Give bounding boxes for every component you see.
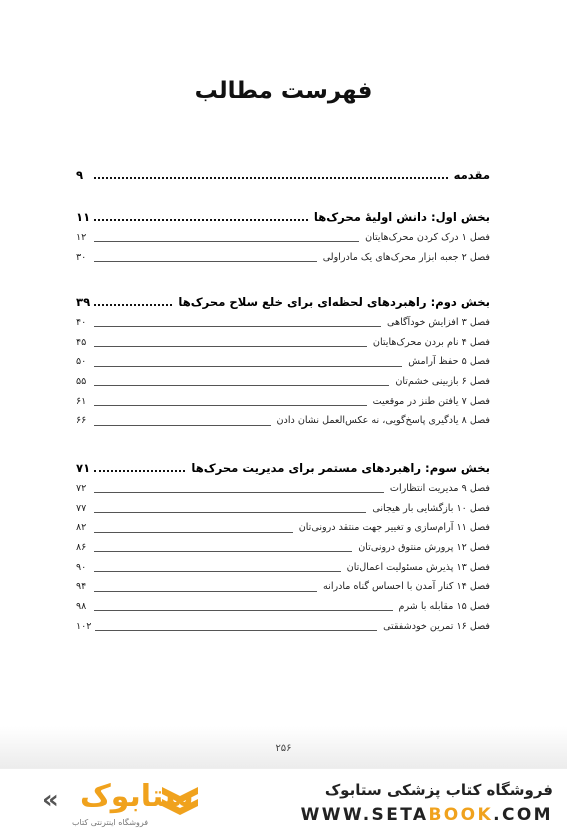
toc-section-1 — [76, 206, 490, 267]
toc-chapter-row — [76, 372, 490, 392]
url-suffix: .COM — [493, 805, 553, 825]
toc-chapter-row — [76, 577, 490, 597]
toc-chapter-row — [76, 617, 490, 637]
toc-section-heading — [76, 457, 490, 479]
toc-section-2 — [76, 291, 490, 431]
toc-chapter-row — [76, 597, 490, 617]
url-accent: BOOK — [428, 805, 494, 825]
toc-chapter-page: ۱۲ — [76, 232, 87, 243]
toc-chapter-row — [76, 313, 490, 333]
toc-chapter-row — [76, 228, 490, 248]
leader-line — [94, 551, 352, 552]
toc-chapter-row — [76, 499, 490, 519]
logo-wordmark: ستابوک — [80, 779, 194, 814]
toc-chapter-label: فصل ۸ یادگیری پاسخ‌گویی، نه عکس‌العمل نشان دادن — [276, 415, 490, 427]
leader-line — [95, 630, 377, 631]
toc-entry-intro — [76, 164, 490, 186]
url-prefix: WWW.SETA — [300, 805, 429, 825]
toc-chapter-row — [76, 411, 490, 431]
toc-section-heading — [76, 291, 490, 313]
toc-chapter-label: فصل ۲ جعبه ابزار محرک‌های یک مادراولی — [322, 251, 490, 263]
store-logo[interactable] — [22, 777, 194, 827]
toc-chapter-row — [76, 518, 490, 538]
toc-chapter-page: ۶۱ — [76, 395, 87, 407]
toc-chapter-label: فصل ۴ نام بردن محرک‌هایتان — [372, 336, 490, 348]
toc-chapter-row — [76, 558, 490, 578]
leader-line — [94, 425, 271, 426]
toc-chapter-label: فصل ۱۰ بازگشایی بار هیجانی — [372, 502, 490, 514]
toc-chapter-label: فصل ۱۳ پذیرش مسئولیت اعمال‌تان — [346, 561, 490, 573]
toc-chapter-row — [76, 352, 490, 372]
leader-line — [94, 492, 384, 493]
leader-line — [94, 591, 317, 592]
toc-chapter-page: ۸۶ — [76, 542, 87, 554]
toc-section-page: ۱۱ — [76, 210, 91, 224]
leader-line — [94, 512, 366, 513]
toc-chapter-label: فصل ۷ یافتن طنز در موقعیت — [372, 395, 490, 407]
toc-section-page: ۷۱ — [76, 461, 91, 475]
store-name: فروشگاه کتاب پزشکی ستابوک — [324, 781, 553, 799]
leader-line — [94, 326, 381, 327]
toc-chapter-page: ۶۶ — [76, 415, 87, 427]
leader-line — [94, 610, 393, 611]
store-url[interactable] — [301, 805, 553, 825]
toc-section-label: بخش اول: دانش اولیۀ محرک‌ها — [313, 210, 490, 224]
toc-section-heading — [76, 206, 490, 228]
toc-chapter-page: ۳۰ — [76, 251, 87, 263]
leader-line — [94, 385, 389, 386]
toc-chapter-page: ۷۷ — [76, 502, 87, 514]
store-banner[interactable] — [0, 768, 567, 833]
toc-chapter-label: فصل ۵ حفظ آرامش — [408, 356, 490, 368]
dot-leader — [94, 470, 185, 472]
toc-section-3 — [76, 457, 490, 637]
toc-chapter-label: فصل ۱۵ مقابله با شرم — [398, 601, 490, 613]
dot-leader — [94, 177, 448, 179]
toc-chapter-page: ۸۲ — [76, 522, 87, 534]
leader-line — [94, 261, 317, 262]
toc-chapter-page: ۴۰ — [76, 317, 87, 328]
toc-chapter-label: فصل ۱۲ پرورش منتوق درونی‌تان — [358, 542, 490, 554]
page-title: فهرست مطالب — [194, 78, 373, 104]
dot-leader — [94, 219, 308, 221]
toc-chapter-page: ۹۸ — [76, 601, 87, 613]
toc-chapter-page: ۱۰۲ — [76, 620, 92, 632]
toc-chapter-row — [76, 333, 490, 353]
toc-chapter-page: ۵۰ — [76, 356, 87, 368]
toc-chapter-page: ۴۵ — [76, 336, 87, 348]
toc-chapter-label: فصل ۱ درک کردن محرک‌هایتان — [365, 232, 490, 243]
logo-subtitle: فروشگاه اینترنتی کتاب — [72, 818, 149, 827]
toc-intro — [76, 164, 490, 186]
toc-section-label: بخش دوم: راهبردهای لحظه‌ای برای خلع سلاح محرک‌ها — [178, 295, 490, 309]
leader-line — [94, 571, 341, 572]
toc-chapter-page: ۵۵ — [76, 376, 87, 388]
leader-line — [94, 346, 367, 347]
toc-entry-label: مقدمه — [453, 168, 490, 182]
leader-line — [94, 532, 293, 533]
toc-chapter-page: ۷۲ — [76, 483, 87, 494]
leader-line — [94, 405, 367, 406]
toc-chapter-row — [76, 248, 490, 268]
toc-chapter-page: ۹۴ — [76, 581, 87, 593]
toc-chapter-label: فصل ۱۴ کنار آمدن با احساس گناه مادرانه — [323, 581, 490, 593]
toc-section-page: ۳۹ — [76, 295, 91, 309]
toc-chapter-page: ۹۰ — [76, 561, 87, 573]
toc-chapter-label: فصل ۶ بازبینی خشم‌تان — [395, 376, 490, 388]
toc-section-label: بخش سوم: راهبردهای مستمر برای مدیریت محرک‌ها — [191, 461, 490, 475]
toc-chapter-label: فصل ۳ افزایش خودآگاهی — [387, 317, 490, 328]
dot-leader — [94, 304, 172, 306]
double-chevron-icon: « — [42, 785, 59, 815]
leader-line — [94, 366, 402, 367]
leader-line — [94, 241, 359, 242]
toc-chapter-row — [76, 479, 490, 499]
toc-chapter-row — [76, 392, 490, 412]
toc-chapter-label: فصل ۱۶ تمرین خودشفقتی — [383, 620, 490, 632]
page-number: ۲۵۶ — [275, 743, 292, 754]
toc-entry-page: ۹ — [76, 168, 84, 182]
toc-chapter-label: فصل ۹ مدیریت انتظارات — [389, 483, 490, 494]
toc-chapter-row — [76, 538, 490, 558]
toc-chapter-label: فصل ۱۱ آرام‌سازی و تغییر جهت منتقد درونی‌تان — [298, 522, 490, 534]
